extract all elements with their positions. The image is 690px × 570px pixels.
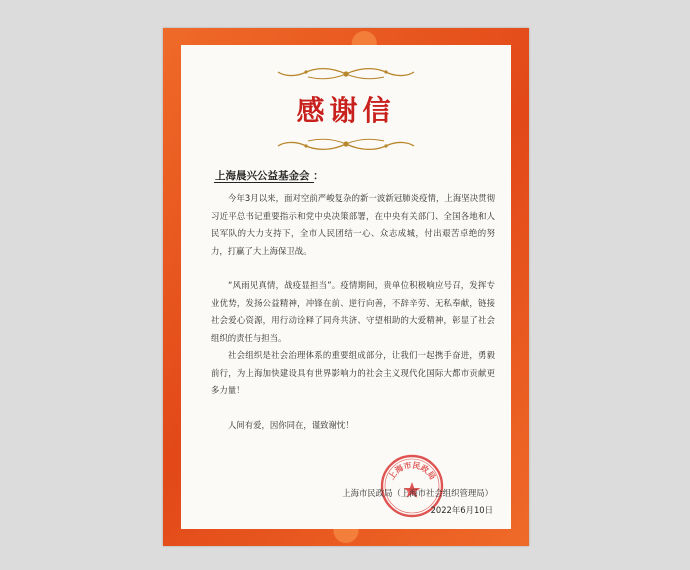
recipient: 上海晨兴公益基金会 ：	[215, 170, 324, 182]
letter-paper	[181, 45, 511, 529]
signature-org: 上海市民政局（上海市社会组织管理局）	[342, 488, 493, 498]
signature-date: 2022年6月10日	[430, 505, 493, 515]
bottom-ornament-icon	[276, 137, 416, 151]
letter-frame	[163, 28, 529, 546]
paragraph-4: 人间有爱，因你同在，谨致谢忱！	[228, 420, 354, 430]
paragraph-1: 今年3月以来，面对空前严峻复杂的新一波新冠肺炎疫情，上海坚决贯彻习近平总书记重要指示和党中央决策部署，在中央有关部门、全国各地和人民军队的大力支持下，全市人民团结一心、众志成城，付出艰苦卓绝的努力，打赢了大上海保卫战。	[211, 193, 495, 256]
recipient-underline	[214, 182, 314, 183]
letter-title: 感谢信	[296, 94, 396, 127]
signature-block	[342, 485, 493, 519]
paragraph-3: 社会组织是社会治理体系的重要组成部分，让我们一起携手奋进，勇毅前行，为上海加快建设具有世界影响力的社会主义现代化国际大都市贡献更多力量！	[211, 350, 495, 395]
paragraph-2: “风雨见真情，战疫显担当”。疫情期间，贵单位积极响应号召，发挥专业优势，发扬公益精神，冲锋在前、逆行向善，不辞辛劳、无私奉献，链接社会爱心资源，用行动诠释了同舟共济、守望相助的大爱精神，彰显了社会组织的责任与担当。	[211, 280, 495, 343]
top-ornament-icon	[276, 67, 416, 81]
seal-text: 上海市民政局	[386, 460, 438, 482]
